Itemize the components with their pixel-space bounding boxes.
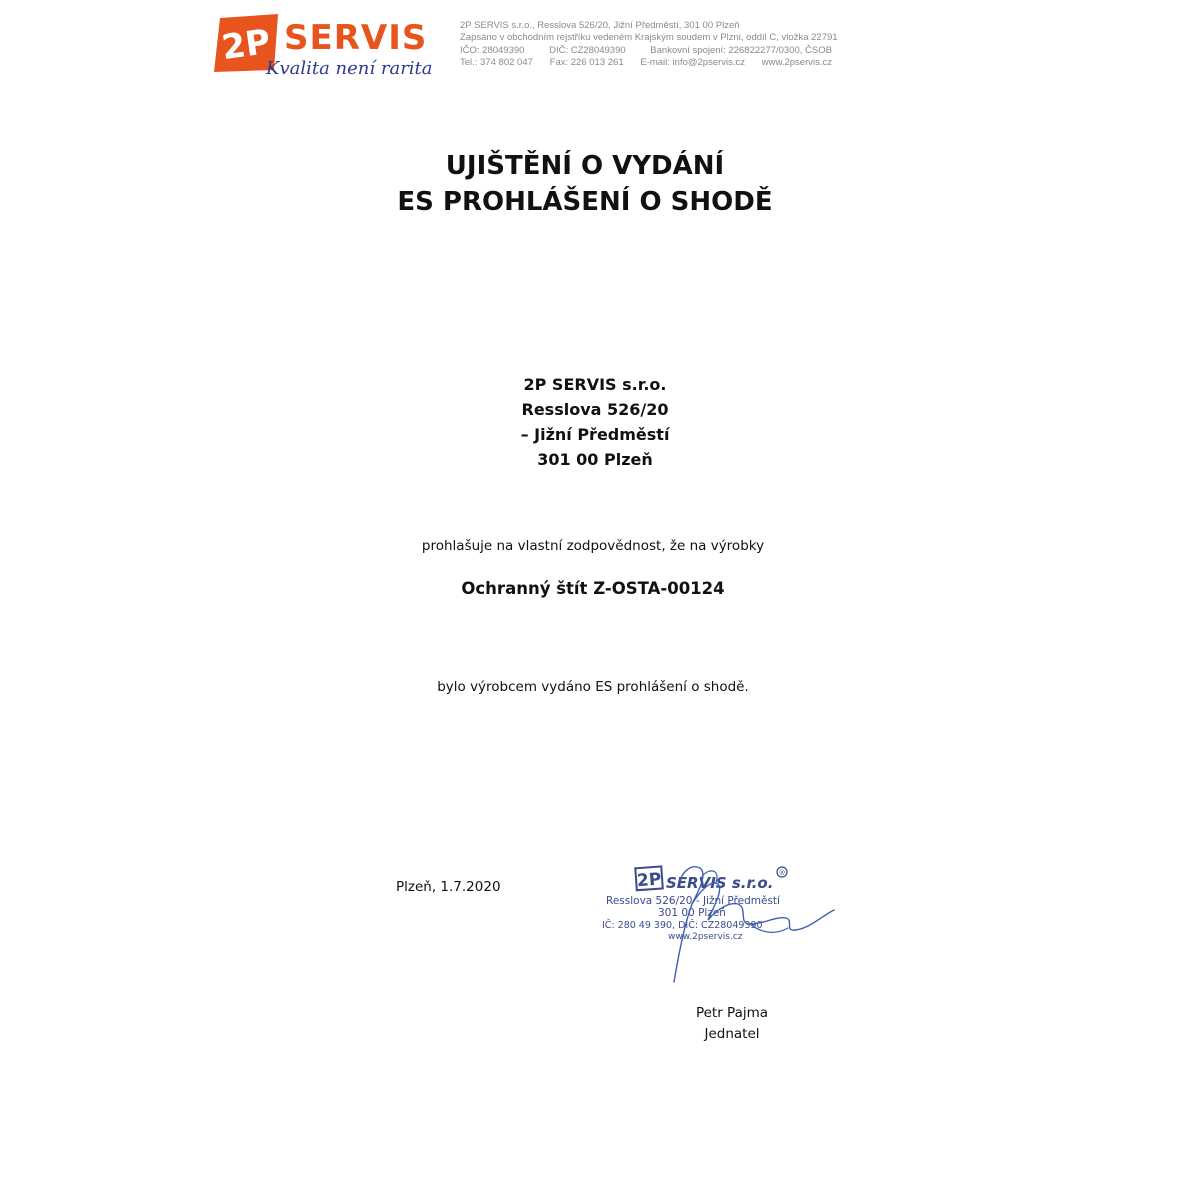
product-name: Ochranný štít Z-OSTA-00124 xyxy=(461,579,725,598)
stamp-line2: 301 00 Plzeň xyxy=(658,907,726,919)
title-line2: ES PROHLÁŠENÍ O SHODĚ xyxy=(397,187,773,217)
logo-mark-text: 2P xyxy=(219,21,273,69)
declaration-statement: prohlašuje na vlastní zodpovědnost, že na výrobky xyxy=(421,538,765,554)
signer xyxy=(680,1003,784,1045)
stamp-mark: 2P xyxy=(636,869,663,892)
company-stamp-icon xyxy=(600,858,845,988)
company-info-line4 xyxy=(460,57,832,69)
company-fax: Fax: 226 013 261 xyxy=(549,57,624,69)
company-info-line1: 2P SERVIS s.r.o., Resslova 526/20, Jižní Předměstí, 301 00 Plzeň xyxy=(460,20,740,31)
company-web: www.2pservis.cz xyxy=(761,57,832,69)
stamp-line3: IČ: 280 49 390, DIČ: CZ28049390 xyxy=(602,920,763,931)
manufacturer-address xyxy=(490,372,700,472)
logo-tagline: Kvalita není rarita xyxy=(266,58,433,79)
document-title xyxy=(0,148,1170,220)
company-info xyxy=(460,20,838,70)
address-street: Resslova 526/20 xyxy=(521,400,669,419)
company-info-line2: Zapsáno v obchodním rejstříku vedeném Krajským soudem v Plzni, oddíl C, vložka 22791 xyxy=(460,32,838,44)
stamp-name: SERVIS s.r.o. xyxy=(666,874,774,892)
company-dic: DIČ: CZ28049390 xyxy=(549,44,626,56)
address-district: – Jižní Předměstí xyxy=(520,425,670,444)
signer-name: Petr Pajma xyxy=(695,1005,769,1021)
company-logo xyxy=(214,12,464,84)
signer-role: Jednatel xyxy=(704,1026,760,1042)
stamp-registered: ® xyxy=(778,869,786,877)
logo-name: SERVIS xyxy=(284,18,428,58)
address-company: 2P SERVIS s.r.o. xyxy=(523,375,667,394)
address-city: 301 00 Plzeň xyxy=(537,450,653,469)
company-info-line3 xyxy=(460,45,832,57)
stamp-line1: Resslova 526/20 - Jižní Předměstí xyxy=(606,895,780,907)
stamp-line4: www.2pservis.cz xyxy=(668,932,743,942)
company-email: E-mail: info@2pservis.cz xyxy=(640,57,746,69)
place-date: Plzeň, 1.7.2020 xyxy=(396,879,501,895)
issued-statement: bylo výrobcem vydáno ES prohlášení o shodě. xyxy=(437,679,749,695)
company-bank: Bankovní spojení: 226822277/0300, ČSOB xyxy=(650,44,832,56)
company-tel: Tel.: 374 802 047 xyxy=(460,57,533,69)
company-ico: IČO: 28049390 xyxy=(460,44,525,56)
title-line1: UJIŠTĚNÍ O VYDÁNÍ xyxy=(445,151,725,181)
